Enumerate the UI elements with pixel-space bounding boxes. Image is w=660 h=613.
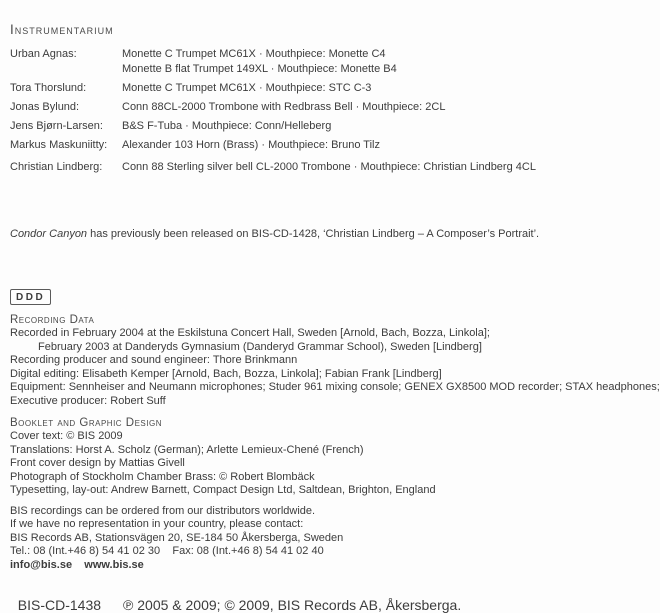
credit-line: Typesetting, lay-out: Andrew Barnett, Compact Design Ltd, Saltdean, Brighton, England bbox=[10, 484, 436, 496]
instrument-row bbox=[10, 160, 590, 175]
distribution-block bbox=[10, 505, 590, 573]
credit-line: Translations: Horst A. Scholz (German); Arlette Lemieux-Chené (French) bbox=[10, 443, 364, 456]
instrument-detail bbox=[122, 81, 590, 96]
recording-data-heading: Recording Data bbox=[10, 314, 95, 326]
distribution-line: BIS recordings can be ordered from our distributors worldwide. bbox=[10, 504, 316, 517]
performer-name: Jonas Bylund: bbox=[10, 101, 80, 113]
instrument-line: Conn 88 Sterling silver bell CL-2000 Trombone · Mouthpiece: Christian Lindberg 4CL bbox=[122, 161, 536, 173]
booklet-design-lines bbox=[10, 430, 590, 498]
instrument-row bbox=[10, 138, 590, 153]
instrument-row bbox=[10, 47, 590, 77]
phone-fax-line: Tel.: 08 (Int.+46 8) 54 41 02 30 Fax: 08 (Int.+46 8) 54 41 02 40 bbox=[10, 545, 324, 557]
performer-name: Tora Thorslund: bbox=[10, 82, 87, 94]
credit-line: Equipment: Sennheiser and Neumann microphones; Studer 961 mixing console; GENEX GX8500 MOD recorder; STAX headphones; bbox=[10, 381, 660, 393]
catalogue-copyright-line bbox=[10, 581, 590, 613]
instrument-line: Conn 88CL-2000 Trombone with Redbrass Bell · Mouthpiece: 2CL bbox=[122, 101, 446, 113]
instrumentarium-table bbox=[10, 47, 590, 175]
distribution-line: BIS Records AB, Stationsvägen 20, SE-184 50 Åkersberga, Sweden bbox=[10, 531, 344, 544]
distribution-line: If we have no representation in your country, please contact: bbox=[10, 518, 304, 530]
performer-name: Markus Maskuniitty: bbox=[10, 139, 108, 151]
instrument-row bbox=[10, 100, 590, 115]
instrument-line: Alexander 103 Horn (Brass) · Mouthpiece: Bruno Tilz bbox=[122, 139, 381, 151]
instrument-row bbox=[10, 81, 590, 96]
previous-release-note bbox=[10, 227, 590, 241]
instrument-detail bbox=[122, 47, 590, 77]
credit-line: Recording producer and sound engineer: Thore Brinkmann bbox=[10, 354, 298, 366]
instrument-line: Monette B flat Trumpet 149XL · Mouthpiece: Monette B4 bbox=[122, 63, 397, 75]
work-title-italic: Condor Canyon bbox=[10, 228, 88, 240]
instrument-detail bbox=[122, 119, 590, 134]
credit-line: Front cover design by Mattias Givell bbox=[10, 457, 185, 469]
performer-name: Christian Lindberg: bbox=[10, 161, 103, 173]
instrumentarium-heading: Instrumentarium bbox=[10, 22, 114, 37]
instrument-row bbox=[10, 119, 590, 134]
instrument-detail bbox=[122, 160, 590, 175]
booklet-design-heading: Booklet and Graphic Design bbox=[10, 417, 162, 429]
performer-name: Urban Agnas: bbox=[10, 48, 77, 60]
credit-line: Photograph of Stockholm Chamber Brass: © Robert Blombäck bbox=[10, 470, 315, 483]
contact-email-web: info@bis.se www.bis.se bbox=[10, 558, 144, 571]
copyright-text: ℗ 2005 & 2009; © 2009, BIS Records AB, Åkersberga. bbox=[123, 597, 462, 613]
credit-line: Recorded in February 2004 at the Eskilstuna Concert Hall, Sweden [Arnold, Bach, Bozza, Linkola]; bbox=[10, 327, 490, 339]
recording-data-lines bbox=[10, 327, 660, 408]
catalogue-number: BIS-CD-1438 bbox=[17, 597, 102, 613]
credit-line: Digital editing: Elisabeth Kemper [Arnold, Bach, Bozza, Linkola]; Fabian Frank [Lindberg] bbox=[10, 367, 442, 380]
instrument-line: Monette C Trumpet MC61X · Mouthpiece: Monette C4 bbox=[122, 48, 386, 60]
note-text: has previously been released on BIS-CD-1428, ‘Christian Lindberg – A Composer’s Portrait’. bbox=[87, 228, 540, 240]
instrument-detail bbox=[122, 100, 590, 115]
credit-line: Cover text: © BIS 2009 bbox=[10, 430, 123, 442]
instrument-line: Monette C Trumpet MC61X · Mouthpiece: STC C-3 bbox=[122, 82, 372, 94]
instrument-detail bbox=[122, 138, 590, 153]
credit-line: Executive producer: Robert Suff bbox=[10, 394, 166, 407]
ddd-format-badge: DDD bbox=[10, 289, 51, 305]
credit-line: February 2003 at Danderyds Gymnasium (Danderyd Grammar School), Sweden [Lindberg] bbox=[38, 340, 482, 353]
instrument-line: B&S F-Tuba · Mouthpiece: Conn/Helleberg bbox=[122, 120, 332, 132]
performer-name: Jens Bjørn-Larsen: bbox=[10, 120, 103, 132]
